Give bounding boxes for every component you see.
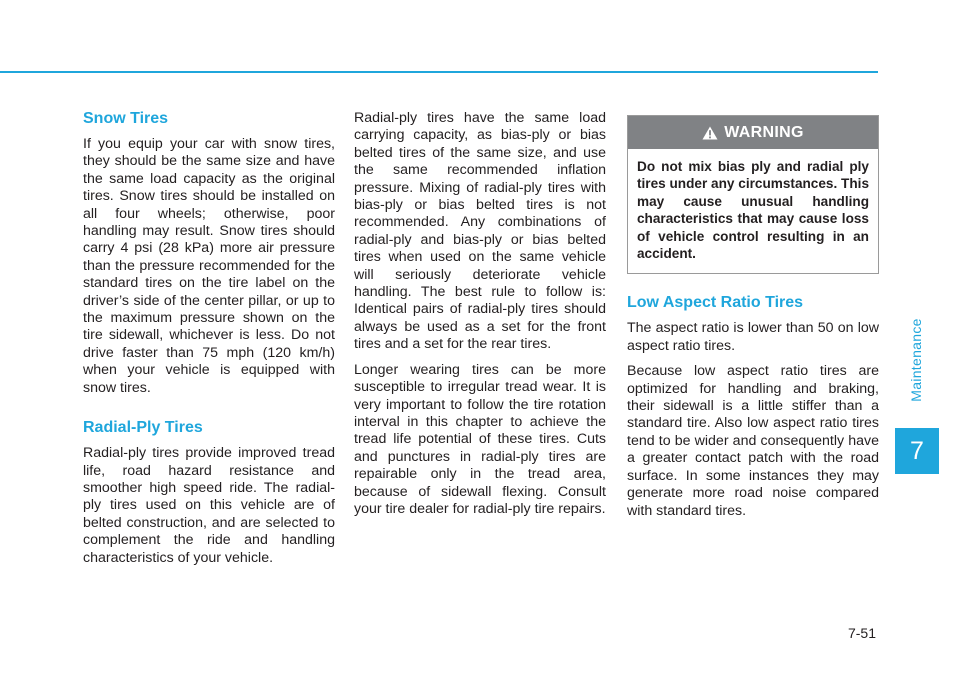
- chapter-side-label: [886, 300, 946, 420]
- warning-title: WARNING: [724, 123, 804, 141]
- column-middle: [354, 110, 606, 526]
- column-left: [83, 110, 335, 575]
- chapter-title: Maintenance: [908, 318, 924, 402]
- snow-tires-heading: Snow Tires: [83, 110, 169, 127]
- radial-ply-paragraph-1: Radial-ply tires provide improved tread life, road hazard resistance and smoother high speed ride. The radial-ply tires used on this vehicle are of belted construction, and are selected to complement the ride and handling characteristics of your vehicle.: [83, 445, 335, 566]
- snow-tires-paragraph: If you equip your car with snow tires, they should be the same size and have the same load capacity as the original tires. Snow tires should be installed on all four wheels; otherwise, poor handling may result. Snow tires should carry 4 psi (28 kPa) more air pressure than the pressure recommended for the standard tires on the tire label on the driver’s side of the center pillar, or up to the maximum pressure shown on the tire sidewall, whichever is less. Do not drive faster than 75 mph (120 km/h) when your vehicle is equipped with snow tires.: [83, 136, 335, 396]
- warning-text: Do not mix bias ply and radial ply tires under any circumstances. This may cause unusual handling characteristics that may cause loss of vehicle control resulting in an accident.: [637, 159, 869, 262]
- warning-header: [628, 116, 878, 149]
- page-number: 7-51: [847, 625, 876, 641]
- header-rule: [0, 71, 878, 73]
- column-right: [627, 113, 879, 528]
- low-aspect-paragraph-1: The aspect ratio is lower than 50 on low aspect ratio tires.: [627, 320, 879, 354]
- warning-box: [627, 115, 879, 274]
- warning-triangle-icon: [702, 126, 718, 140]
- chapter-number-tab: 7: [895, 428, 939, 474]
- radial-ply-heading: Radial-Ply Tires: [83, 419, 203, 437]
- radial-ply-paragraph-2: Radial-ply tires have the same load carrying capacity, as bias-ply or bias belted tires of the same size, and use the same recommended inflation pressure. Mixing of radial-ply tires with bias-ply or bias belted tires is not recommended. Any combinations of radial-ply and bias-ply or bias belted tires when used on the same vehicle will seriously deteriorate vehicle handling. The best rule to follow is: Identical pairs of radial-ply tires should always be used as a set for the front tires and a set for the rear tires.: [354, 110, 606, 353]
- low-aspect-heading: Low Aspect Ratio Tires: [627, 294, 804, 312]
- radial-ply-paragraph-3: Longer wearing tires can be more susceptible to irregular tread wear. It is very important to follow the tire rotation interval in this chapter to achieve the tread life potential of these tires. Cuts and punctures in radial-ply tires are repairable only in the tread area, because of sidewall flexing. Consult your tire dealer for radial-ply tire repairs.: [354, 361, 606, 517]
- low-aspect-paragraph-2: Because low aspect ratio tires are optimized for handling and braking, their sidewall is a little stiffer than a standard tire. Also low aspect ratio tires tend to be wider and consequently have a greater contact patch with the road surface. In some instances they may generate more road noise compared with standard tires.: [627, 363, 879, 519]
